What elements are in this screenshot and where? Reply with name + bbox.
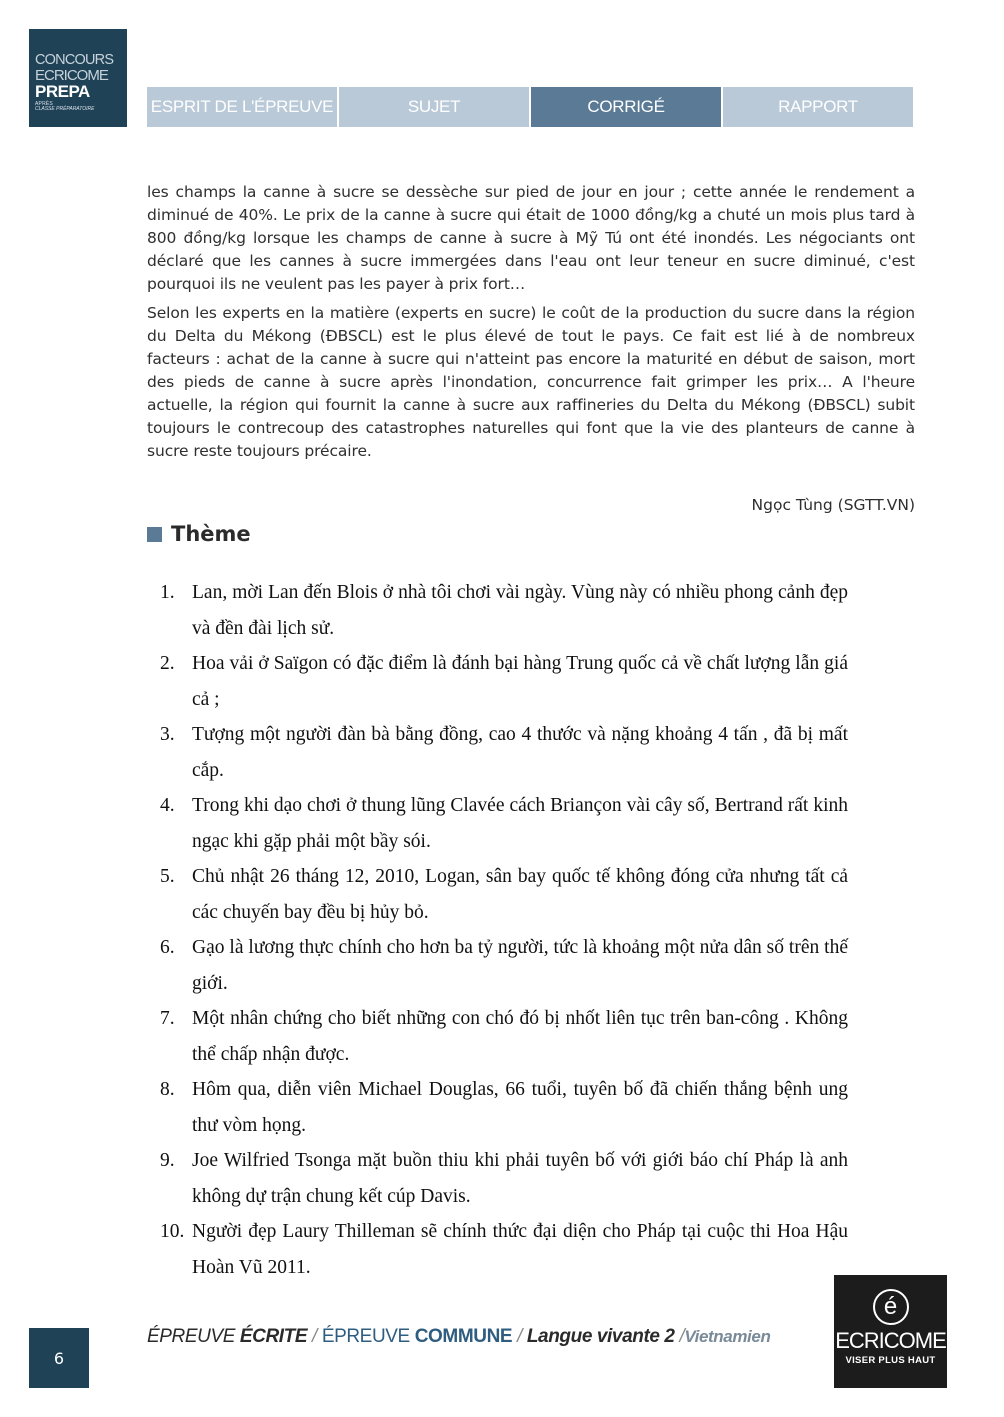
footer-epreuve-commune: ÉPREUVE <box>321 1326 415 1347</box>
item-number: 9. <box>160 1150 175 1171</box>
list-item <box>160 859 848 930</box>
theme-title: Thème <box>171 522 251 546</box>
item-text: Lan, mời Lan đến Blois ở nhà tôi chơi vài ngày. Vùng này có nhiều phong cảnh đẹp và đền đài lịch sử. <box>192 582 848 639</box>
ecricome-e-icon: é <box>873 1289 909 1325</box>
theme-sentence-list <box>160 575 848 1285</box>
footer-separator: / <box>307 1326 322 1347</box>
item-number: 10. <box>160 1221 185 1242</box>
item-number: 2. <box>160 653 175 674</box>
item-number: 6. <box>160 937 175 958</box>
footer-langue: Langue vivante 2 <box>526 1326 675 1347</box>
footer-vietnamien: Vietnamien <box>684 1327 771 1346</box>
item-number: 1. <box>160 582 175 603</box>
list-item <box>160 1214 848 1285</box>
logo-line-apres: APRÈS <box>35 100 53 107</box>
exam-footer <box>147 1326 770 1348</box>
logo-line-prepa: PREPA <box>35 81 90 101</box>
list-item <box>160 1072 848 1143</box>
tab-esprit-epreuve[interactable]: ESPRIT DE L'ÉPREUVE <box>147 87 337 127</box>
item-text: Người đẹp Laury Thilleman sẽ chính thức đại diện cho Pháp tại cuộc thi Hoa Hậu Hoàn Vũ 2011. <box>192 1221 848 1278</box>
item-number: 5. <box>160 866 175 887</box>
list-item <box>160 1143 848 1214</box>
theme-section-heading <box>147 522 251 546</box>
page-number: 6 <box>29 1328 89 1388</box>
logo-line-classe: CLASSE PRÉPARATOIRE <box>35 105 95 112</box>
ecricome-brand-logo <box>834 1275 947 1388</box>
list-item <box>160 575 848 646</box>
paragraph: les champs la canne à sucre se dessèche sur pied de jour en jour ; cette année le rendement a diminué de 40%. Le prix de la canne à sucre qui était de 1000 đồng/kg a chuté un mois plus tard à 800 đồng/kg lorsque les champs de canne à sucre à Mỹ Tú ont été inondés. Les négociants ont déclaré que les cannes à sucre immergées dans l'eau ont leur teneur en sucre diminué, c'est pourquoi ils ne veulent pas les payer à prix fort… <box>147 183 915 293</box>
section-tabs <box>147 87 915 127</box>
item-text: Hôm qua, diễn viên Michael Douglas, 66 tuổi, tuyên bố đã chiến thắng bệnh ung thư vòm họng. <box>192 1079 848 1136</box>
logo-line-concours: CONCOURS <box>35 52 114 68</box>
concours-logo <box>29 29 127 127</box>
footer-separator: / <box>512 1326 527 1347</box>
item-number: 8. <box>160 1079 175 1100</box>
item-text: Gạo là lương thực chính cho hơn ba tỷ người, tức là khoảng một nửa dân số trên thế giới. <box>192 937 848 994</box>
tab-rapport[interactable]: RAPPORT <box>723 87 913 127</box>
logo-line-ecricome: ECRICOME <box>35 66 108 84</box>
item-text: Chủ nhật 26 tháng 12, 2010, Logan, sân bay quốc tế không đóng cửa nhưng tất cả các chuyến bay đều bị hủy bỏ. <box>192 866 848 923</box>
item-text: Tượng một người đàn bà bằng đồng, cao 4 thước và nặng khoảng 4 tấn , đã bị mất cắp. <box>192 724 848 781</box>
list-item <box>160 717 848 788</box>
brand-name: ECRICOME <box>835 1328 946 1353</box>
item-number: 4. <box>160 795 175 816</box>
square-bullet-icon <box>147 527 162 542</box>
brand-tagline: VISER PLUS HAUT <box>845 1355 936 1367</box>
tab-sujet[interactable]: SUJET <box>339 87 529 127</box>
item-text: Trong khi dạo chơi ở thung lũng Clavée cách Briançon vài cây số, Bertrand rất kinh ngạc khi gặp phải một bầy sói. <box>192 795 848 852</box>
footer-commune: COMMUNE <box>414 1326 513 1347</box>
list-item <box>160 646 848 717</box>
item-number: 3. <box>160 724 175 745</box>
list-item <box>160 788 848 859</box>
list-item <box>160 1001 848 1072</box>
item-text: Hoa vải ở Saïgon có đặc điểm là đánh bại hàng Trung quốc cả về chất lượng lẫn giá cả ; <box>192 653 848 710</box>
footer-separator: / <box>674 1326 685 1347</box>
footer-ecrite: ÉCRITE <box>239 1326 308 1347</box>
paragraph: Selon les experts en la matière (experts en sucre) le coût de la production du sucre dans la région du Delta du Mékong (ĐBSCL) est le plus élevé de tout le pays. Ce fait est lié à de nombreux facteurs : achat de la canne à sucre qui n'atteint pas encore la maturité en début de saison, mort des pieds de canne à sucre après l'inondation, concurrence fait grimper les prix… A l'heure actuelle, la région qui fournit la canne à sucre aux raffineries du Delta du Mékong (ĐBSCL) subit toujours le contrecoup des catastrophes naturelles qui font que la vie des planteurs de canne à sucre reste toujours précaire. <box>147 304 915 460</box>
item-text: Một nhân chứng cho biết những con chó đó bị nhốt liên tục trên ban-công . Không thể chấp nhận được. <box>192 1008 848 1065</box>
list-item <box>160 930 848 1001</box>
item-number: 7. <box>160 1008 175 1029</box>
footer-epreuve: ÉPREUVE <box>147 1326 240 1347</box>
article-source: Ngọc Tùng (SGTT.VN) <box>751 496 915 514</box>
tab-corrige[interactable]: CORRIGÉ <box>531 87 721 127</box>
article-text <box>147 181 915 469</box>
item-text: Joe Wilfried Tsonga mặt buồn thiu khi phải tuyên bố với giới báo chí Pháp là anh không dự trận chung kết cúp Davis. <box>192 1150 848 1207</box>
